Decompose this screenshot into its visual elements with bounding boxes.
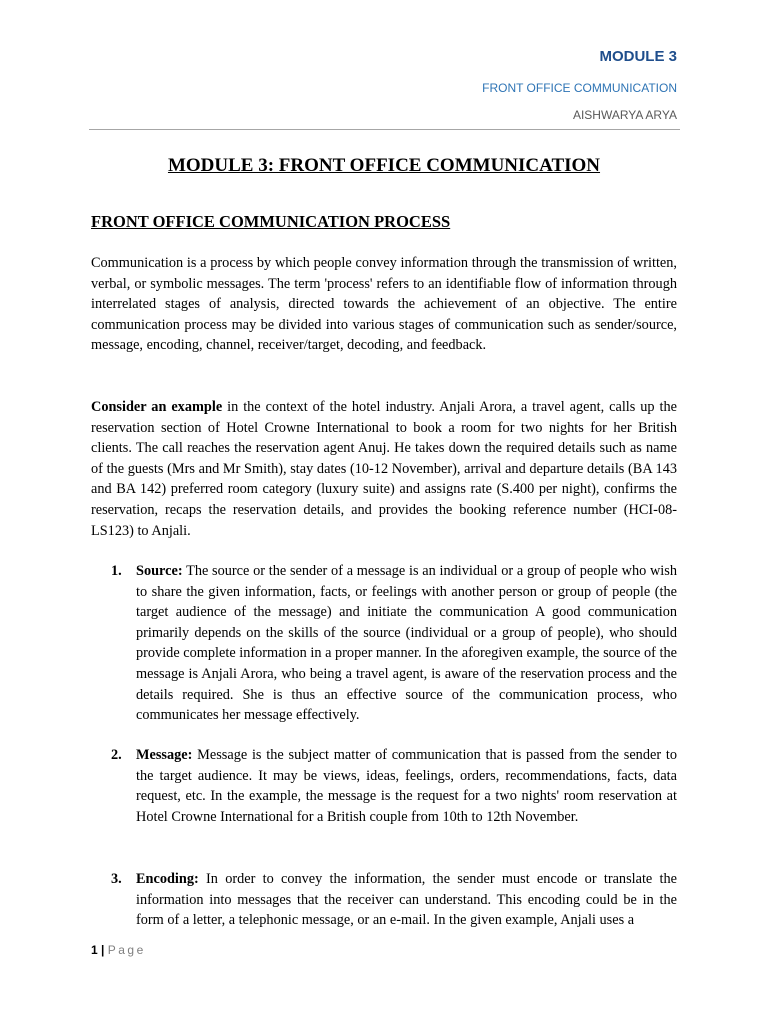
list-item-number: 1.	[111, 563, 122, 579]
header-divider	[89, 129, 680, 130]
list-item	[111, 869, 677, 931]
section-heading: FRONT OFFICE COMMUNICATION PROCESS	[91, 212, 451, 231]
list-item-number: 3.	[111, 871, 122, 887]
list-item-text: The source or the sender of a message is an individual or a group of people who wish to share the given information, facts, or feelings with another person or group of people (the target audience of the message) and initiate the communication A good communication primarily depends on the skills of the source (individual or a group of people), who should provide complete information in a proper manner. In the aforegiven example, the source of the message is Anjali Arora, who being a travel agent, is aware of the reservation process and the details required. She is thus an effective source of the communication process, who communicates her message effectively.	[136, 563, 677, 724]
paragraph-example-text: in the context of the hotel industry. Anjali Arora, a travel agent, calls up the reservation section of Hotel Crowne International to book a room for two nights for her British clients. The call reaches the reservation agent Anuj. He takes down the required details such as name of the guests (Mrs and Mr Smith), stay dates (10-12 November), arrival and departure details (BA 143 and BA 142) preferred room category (luxury suite) and assigns rate (S.400 per night), confirms the reservation, recaps the reservation details, and provides the booking reference number (HCI-08-LS123) to Anjali.	[91, 399, 677, 539]
list-item-number: 2.	[111, 747, 122, 763]
document-title: MODULE 3: FRONT OFFICE COMMUNICATION	[167, 155, 601, 176]
paragraph-intro-text: Communication is a process by which people convey information through the transmission of written, verbal, or symbolic messages. The term 'process' refers to an identifiable flow of information through interrelated stages of analysis, directed towards the achievement of an objective. The entire communication process may be divided into various stages of communication such as sender/source, message, encoding, channel, receiver/target, decoding, and feedback.	[91, 255, 677, 354]
list-item-body	[136, 869, 677, 931]
list-item-text: In order to convey the information, the sender must encode or translate the information into messages that the receiver can understand. This encoding could be in the form of a letter, a telephonic message, or an e-mail. In the given example, Anjali uses a	[136, 871, 677, 929]
header-subtitle: FRONT OFFICE COMMUNICATION	[482, 81, 677, 95]
list-item	[111, 745, 677, 827]
footer-page-label: Page	[107, 943, 146, 957]
paragraph-example-lead: Consider an example	[91, 399, 223, 415]
footer-separator: |	[101, 943, 105, 957]
page-footer	[91, 943, 146, 957]
header-module-label: MODULE 3	[599, 48, 677, 65]
list-item-term: Message:	[136, 747, 193, 763]
list-item	[111, 561, 677, 726]
header-author: AISHWARYA ARYA	[572, 108, 677, 122]
list-item-term: Encoding:	[136, 871, 199, 887]
list-item-body	[136, 561, 677, 726]
list-item-body	[136, 745, 677, 827]
paragraph-intro	[91, 253, 677, 356]
paragraph-example	[91, 397, 677, 541]
list-item-term: Source:	[136, 563, 183, 579]
list-item-text: Message is the subject matter of communication that is passed from the sender to the target audience. It may be views, ideas, feelings, orders, recommendations, facts, data request, etc. In the example, the message is the request for a two nights' room reservation at Hotel Crowne International for a British couple from 10th to 12th November.	[136, 747, 677, 825]
footer-page-number: 1	[91, 943, 98, 957]
